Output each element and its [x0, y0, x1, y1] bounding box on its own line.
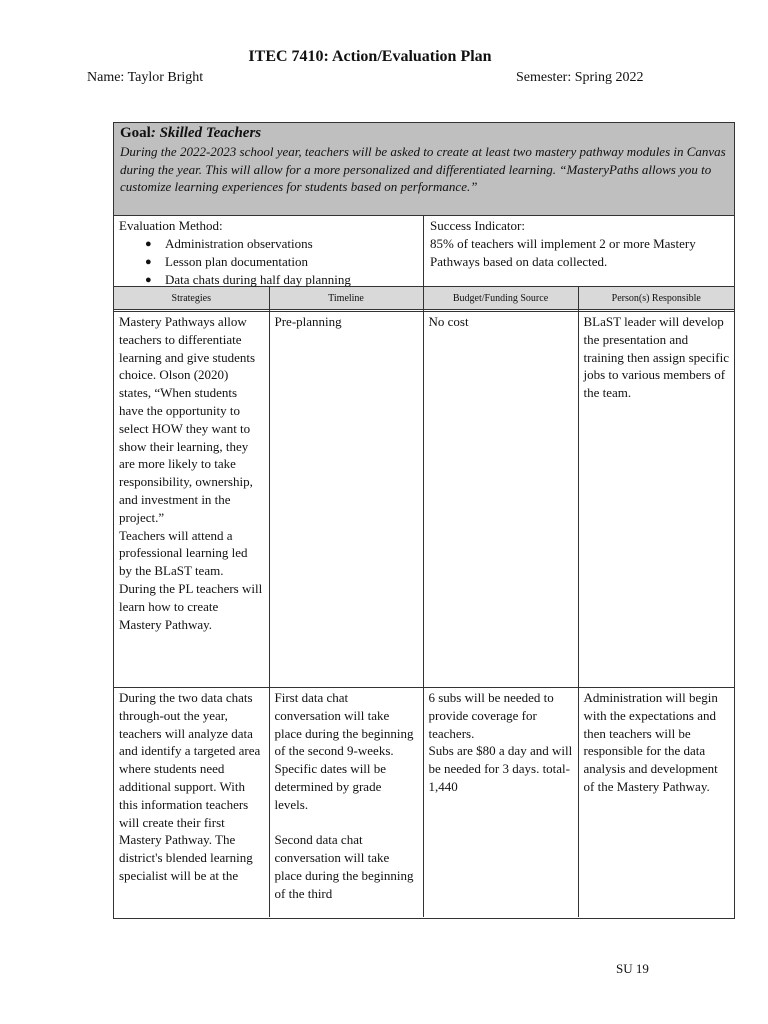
- success-indicator-cell: [423, 216, 734, 286]
- column-header-budget: Budget/Funding Source: [423, 287, 578, 310]
- list-item: ● Data chats during half day planning: [145, 272, 351, 287]
- bullet-icon: ●: [145, 274, 152, 286]
- budget-cell: No cost: [423, 312, 578, 688]
- timeline-cell: Pre-planning: [269, 312, 423, 688]
- success-indicator-text: 85% of teachers will implement 2 or more Mastery Pathways based on data collected.: [430, 236, 696, 269]
- goal-section: [114, 123, 734, 216]
- table-header-row: [114, 287, 734, 310]
- table-row: [114, 312, 734, 688]
- column-header-responsible: Person(s) Responsible: [578, 287, 734, 310]
- evaluation-method-label: Evaluation Method:: [119, 218, 223, 233]
- page-footer: SU 19: [616, 961, 649, 976]
- evaluation-row: [114, 216, 734, 287]
- column-header-strategies: Strategies: [114, 287, 269, 310]
- list-item: ● Administration observations: [145, 236, 313, 251]
- success-indicator-label: Success Indicator:: [430, 218, 525, 233]
- bullet-icon: ●: [145, 256, 152, 268]
- timeline-cell: First data chat conversation will take place during the beginning of the second 9-weeks. Specific dates will be determined by grade levels. Second data chat conversation will take place during the beginning of the third: [269, 688, 423, 918]
- strategies-cell: Mastery Pathways allow teachers to differentiate learning and give students choice. Olson (2020) states, “When students have the opportunity to select HOW they want to show their learning, they are more likely to take responsibility, ownership, and investment in the project.” Teachers will attend a professional learning led by the BLaST team. During the PL teachers will learn how to create Mastery Pathway.: [114, 312, 269, 688]
- budget-cell: 6 subs will be needed to provide coverage for teachers. Subs are $80 a day and will be needed for 3 days. total- 1,440: [423, 688, 578, 918]
- action-plan-table: [113, 122, 735, 919]
- responsible-cell: BLaST leader will develop the presentation and training then assign specific jobs to various members of the team.: [578, 312, 734, 688]
- goal-label: Goal: [120, 125, 151, 141]
- page-title: ITEC 7410: Action/Evaluation Plan: [248, 48, 492, 65]
- goal-heading: [120, 124, 728, 143]
- evaluation-method-cell: [114, 216, 423, 286]
- semester: Semester: Spring 2022: [516, 70, 644, 85]
- goal-description: During the 2022-2023 school year, teachers will be asked to create at least two mastery pathway modules in Canvas during the year. This will allow for a more personalized and differentiated learning. “MasteryPaths allows you to customize learning experiences for students based on performance.”: [120, 144, 726, 195]
- evaluation-method-list: [119, 235, 418, 289]
- column-header-timeline: Timeline: [269, 287, 423, 310]
- table-row: [114, 688, 734, 918]
- strategy-table: [114, 287, 734, 917]
- strategies-cell: During the two data chats through-out the year, teachers will analyze data and identify a targeted area where students need additional support. With this information teachers will create their first Mastery Pathway. The district's blended learning specialist will be at the: [114, 688, 269, 918]
- goal-value: : Skilled Teachers: [150, 125, 262, 141]
- student-name: Name: Taylor Bright: [87, 70, 204, 85]
- list-item: ● Lesson plan documentation: [145, 254, 308, 269]
- responsible-cell: Administration will begin with the expectations and then teachers will be responsible for the data analysis and development of the Mastery Pathway.: [578, 688, 734, 918]
- bullet-icon: ●: [145, 238, 152, 250]
